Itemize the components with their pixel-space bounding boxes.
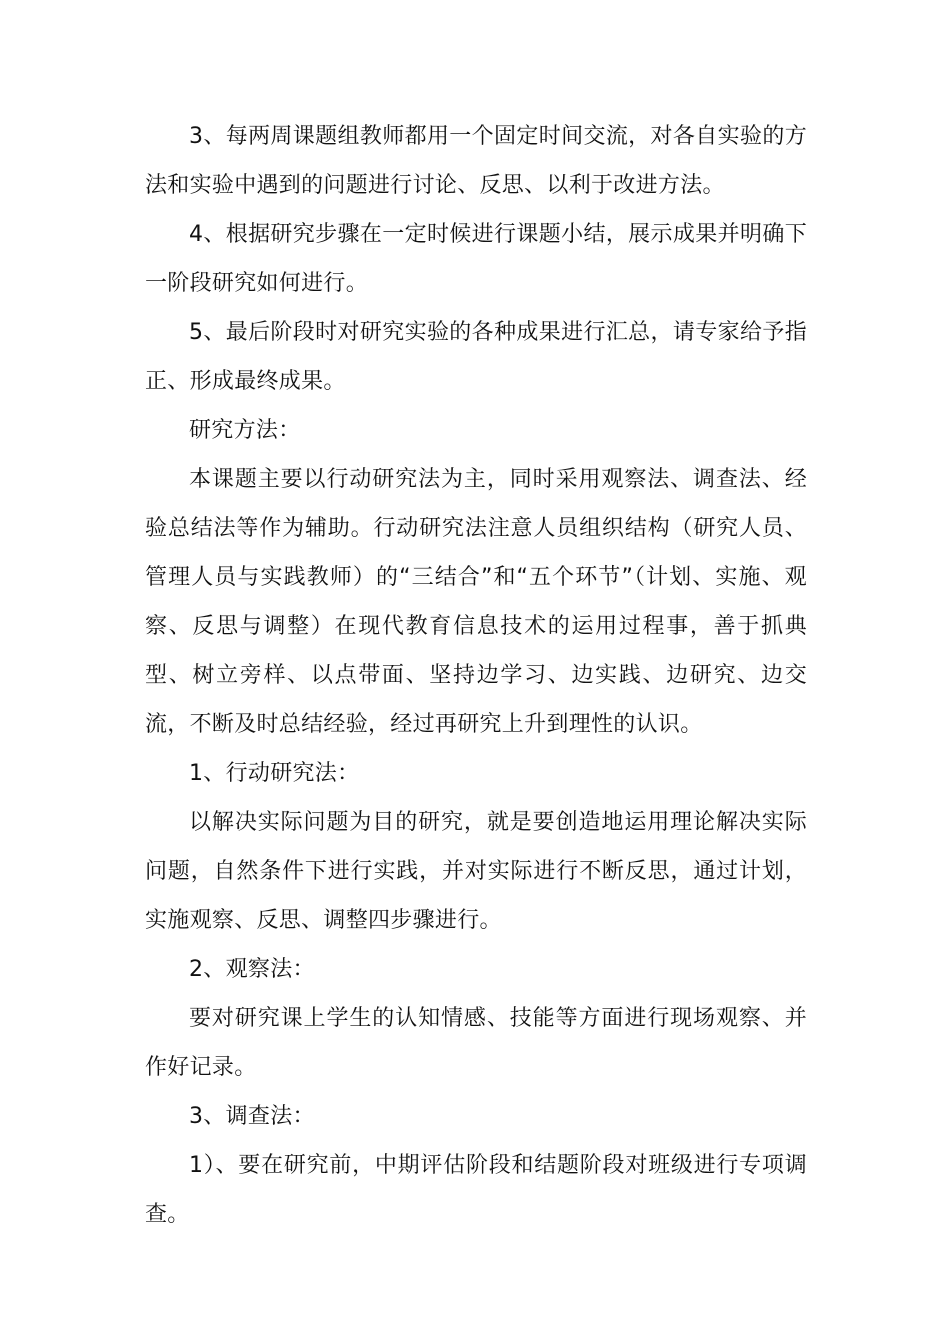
paragraph-action-research: 以解决实际问题为目的研究，就是要创造地运用理论解决实际问题，自然条件下进行实践，并对实际进行不断反思，通过计划，实施观察、反思、调整四步骤进行。 <box>145 810 807 933</box>
subheading-observation: 2、观察法： <box>189 957 315 982</box>
subheading-survey: 3、调查法： <box>189 1104 315 1129</box>
paragraph-methods-overview: 本课题主要以行动研究法为主，同时采用观察法、调查法、经验总结法等作为辅助。行动研究法注意人员组织结构（研究人员、管理人员与实践教师）的“三结合”和“五个环节”（计划、实施、观察、反思与调整）在现代教育信息技术的运用过程事，善于抓典型、树立旁样、以点带面、坚持边学习、边实践、边研究、边交流，不断及时总结经验，经过再研究上升到理性的认识。 <box>145 467 807 737</box>
paragraph-step-5: 5、最后阶段时对研究实验的各种成果进行汇总，请专家给予指正、形成最终成果。 <box>145 320 807 394</box>
document-body <box>145 112 807 1239</box>
subheading-action-research: 1、行动研究法： <box>189 761 360 786</box>
paragraph-survey-item-1: 1）、要在研究前，中期评估阶段和结题阶段对班级进行专项调查。 <box>145 1153 807 1227</box>
paragraph-step-3: 3、每两周课题组教师都用一个固定时间交流，对各自实验的方法和实验中遇到的问题进行讨论、反思、以利于改进方法。 <box>145 124 807 198</box>
paragraph-step-4: 4、根据研究步骤在一定时候进行课题小结，展示成果并明确下一阶段研究如何进行。 <box>145 222 807 296</box>
section-heading-research-methods: 研究方法： <box>189 418 301 443</box>
paragraph-observation: 要对研究课上学生的认知情感、技能等方面进行现场观察、并作好记录。 <box>145 1006 807 1080</box>
